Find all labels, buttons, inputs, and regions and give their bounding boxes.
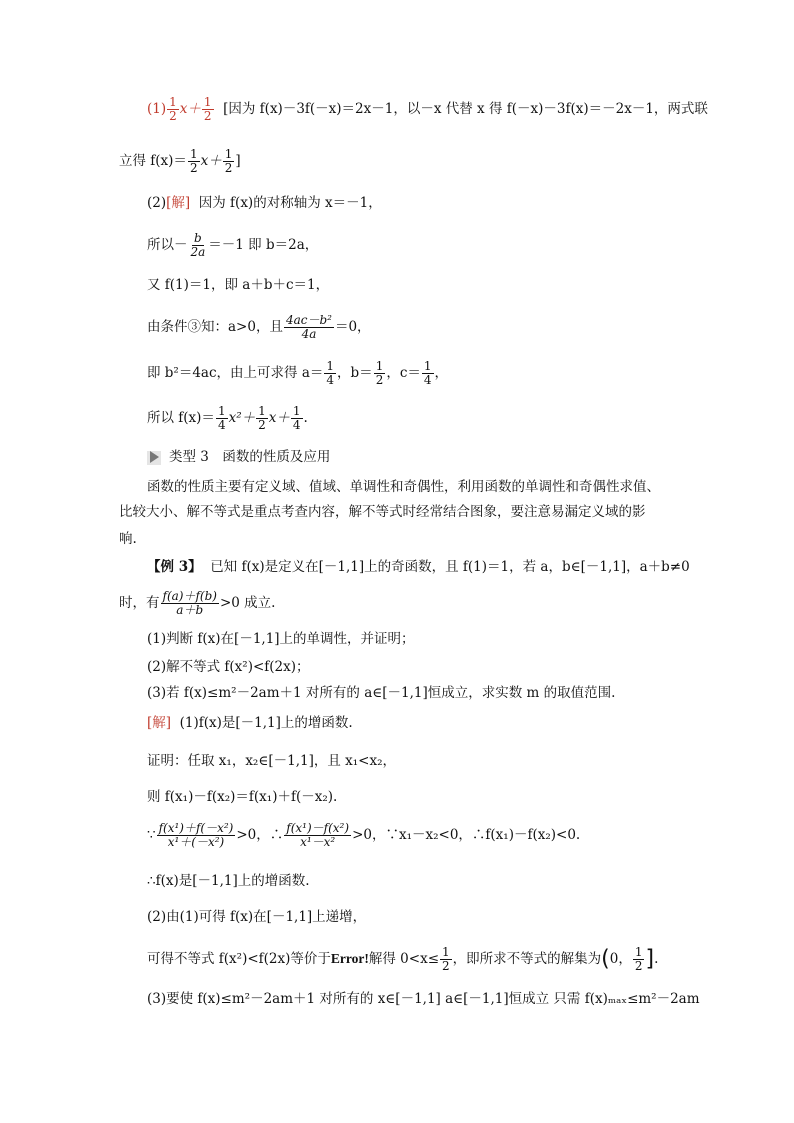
fraction: $\frac{1}{2}$: [375, 359, 384, 387]
example-q2: (2)解不等式 f(x²)<f(2x)；: [147, 659, 310, 675]
example-q1: (1)判断 f(x)在[－1,1]上的单调性，并证明；: [147, 631, 415, 647]
solution-tag: [解]: [147, 715, 172, 731]
solution-line7: 可得不等式 f(x²)<f(2x)等价于Error!解得 0<x≤ $\frac{1}{2}$ ，即所求不等式的解集为(0， $\frac{1}{2}$ ].: [147, 945, 659, 973]
fraction: $\frac{1}{4}$: [292, 404, 301, 432]
intro-line2: 比较大小、解不等式是重点考查内容，解不等式时经常结合图象，要注意易漏定义域的影: [119, 504, 646, 520]
solution-line2: 证明：任取 x₁，x₂∈[－1,1]，且 x₁<x₂，: [147, 753, 396, 769]
part2-line6: 所以 f(x)＝ $\frac{1}{4}$ x²＋ $\frac{1}{2}$ x＋ $\frac{1}{4}$ .: [147, 404, 308, 432]
fraction: $\frac{\text{4ac－b²}}{4a}$: [285, 313, 332, 341]
fraction: $\frac{\text{f(x¹)－f(x²)}}{\text{x¹－x²}}$: [286, 821, 350, 849]
fraction: $\frac{1}{2}$: [203, 95, 212, 123]
solve-tag: [解]: [166, 195, 191, 211]
fraction: $\frac{1}{4}$: [326, 359, 335, 387]
part2-line4: 由条件③知：a>0，且 $\frac{\text{4ac－b²}}{4a}$ ＝0，: [147, 313, 371, 341]
intro-line1: 函数的性质主要有定义域、值域、单调性和奇偶性，利用函数的单调性和奇偶性求值、: [147, 479, 660, 495]
fraction: $\frac{1}{2}$: [258, 404, 266, 432]
solution-line6: (2)由(1)可得 f(x)在[－1,1]上递增，: [147, 909, 367, 925]
solution-line1: [解] (1)f(x)是[－1,1]上的增函数.: [147, 715, 353, 731]
example-line1: 【例 3】 已知 f(x)是定义在[－1,1]上的奇函数，且 f(1)＝1，若 a，b∈[－1,1]，a＋b≠0: [147, 559, 690, 575]
fraction: $\frac{1}{2}$: [442, 945, 450, 973]
example-q3: (3)若 f(x)≤m²－2am＋1 对所有的 a∈[－1,1]恒成立，求实数 m 的取值范围.: [147, 685, 616, 701]
part2-line1: (2)[解] 因为 f(x)的对称轴为 x＝－1，: [147, 195, 382, 211]
solution-line3: 则 f(x₁)－f(x₂)＝f(x₁)＋f(－x₂).: [147, 789, 338, 805]
fraction: $\frac{f(a)+f(b)}{a+b}$: [162, 589, 217, 617]
fraction: $\frac{1}{2}$: [169, 95, 177, 123]
fraction: $\frac{\text{f(x¹)＋f(－x²)}}{\text{x¹＋(－x²)}}$: [158, 821, 234, 849]
part2-line2: 所以－ $\frac{b}{2a}$ ＝－1 即 b＝2a，: [147, 231, 319, 259]
fraction: $\frac{1}{4}$: [217, 404, 226, 432]
solution-line8: (3)要使 f(x)≤m²－2am＋1 对所有的 x∈[－1,1] a∈[－1,1]恒成立 只需 f(x)ₘₐₓ≤m²－2am: [147, 991, 700, 1007]
section-heading: [147, 448, 330, 466]
part2-line3: 又 f(1)＝1，即 a＋b＋c＝1，: [147, 277, 330, 293]
fraction: $\frac{b}{2a}$: [190, 231, 206, 259]
answer1-line2: 立得 f(x)＝ $\frac{1}{2}$ x＋ $\frac{1}{2}$ ]: [119, 147, 241, 175]
solution-line5: ∴f(x)是[－1,1]上的增函数.: [147, 873, 310, 889]
fraction: $\frac{1}{2}$: [224, 147, 233, 175]
answer1-reason: [因为 f(x)－3f(－x)＝2x－1，以－x 代替 x 得 f(－x)－3f(x)＝－2x－1，两式联: [223, 101, 708, 117]
answer1-line1: (1) $\frac{1}{2}$ x＋ $\frac{1}{2}$ [因为 f(x)－3f(－x)＝2x－1，以－x 代替 x 得 f(－x)－3f(x)＝－2x－1，两式联: [147, 95, 708, 123]
example-line2: 时，有 $\frac{f(a)+f(b)}{a+b}$ >0 成立.: [119, 589, 276, 617]
fraction: $\frac{1}{2}$: [189, 147, 198, 175]
section-title: 类型 3 函数的性质及应用: [169, 449, 331, 465]
error-text: Error!: [330, 951, 369, 966]
play-triangle-icon: [147, 451, 161, 465]
solution-line4: ∵ $\frac{\text{f(x¹)＋f(－x²)}}{\text{x¹＋(－x²)}}$ >0，∴ $\frac{\text{f(x¹)－f(x²)}}{\text{x¹－x²}}$ >0，∵x₁－x₂<0，∴f(x₁)－f(x₂)<0.: [147, 821, 581, 849]
answer1-label: (1): [147, 101, 167, 117]
fraction: $\frac{1}{4}$: [423, 359, 432, 387]
intro-line3: 响.: [119, 531, 137, 547]
example-tag: 【例 3】: [147, 559, 202, 575]
part2-line5: 即 b²＝4ac，由上可求得 a＝ $\frac{1}{4}$ ，b＝ $\frac{1}{2}$ ，c＝ $\frac{1}{4}$ ，: [147, 359, 449, 387]
fraction: $\frac{1}{2}$: [634, 945, 643, 973]
